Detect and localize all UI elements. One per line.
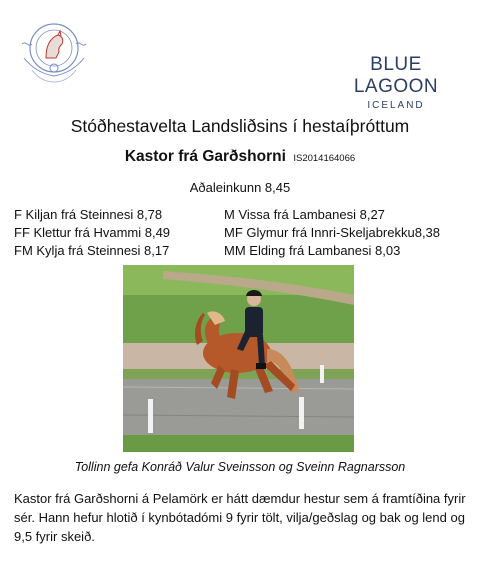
horse-name: Kastor frá Garðshorni [124,148,286,165]
federation-emblem-icon [12,18,96,86]
pedigree-item: MF Glymur frá Innri-Skeljabrekku8,38 [224,225,441,240]
pedigree-dam-side [224,206,440,260]
pedigree-item: F Kiljan frá Steinnesi 8,78 [14,207,163,222]
horse-photo [123,265,354,452]
page-title: Stóðhestavelta Landsliðsins í hestaíþróttum [70,116,410,136]
horse-photo-image [123,265,354,452]
pedigree-item: M Vissa frá Lambanesi 8,27 [224,207,385,222]
federation-logo [12,18,96,86]
description-paragraph: Kastor frá Garðshorni á Pelamörk er hátt dæmdur hestur sem á framtíðina fyrir sér. Hann hefur hlotið í kynbótadómi 9 fyrir tölt, vilja/geðslag og bak og lend og 9,5 fyrir skeið. [14,491,466,544]
main-score: Aðaleinkunn 8,45 [189,180,291,195]
pedigree-sire-side [14,206,170,260]
pedigree-item: FM Kylja frá Steinnesi 8,17 [14,243,170,258]
blue-lagoon-logo [328,54,464,111]
logo-subtext: ICELAND [367,100,425,111]
horse-heading [0,148,480,166]
photo-caption: Tollinn gefa Konráð Valur Sveinsson og Sveinn Ragnarsson [74,460,406,474]
pedigree-item: MM Elding frá Lambanesi 8,03 [224,243,401,258]
horse-id: IS2014164066 [293,153,356,164]
pedigree-item: FF Klettur frá Hvammi 8,49 [14,225,171,240]
logo-wordmark: BLUE LAGOON [353,54,439,97]
